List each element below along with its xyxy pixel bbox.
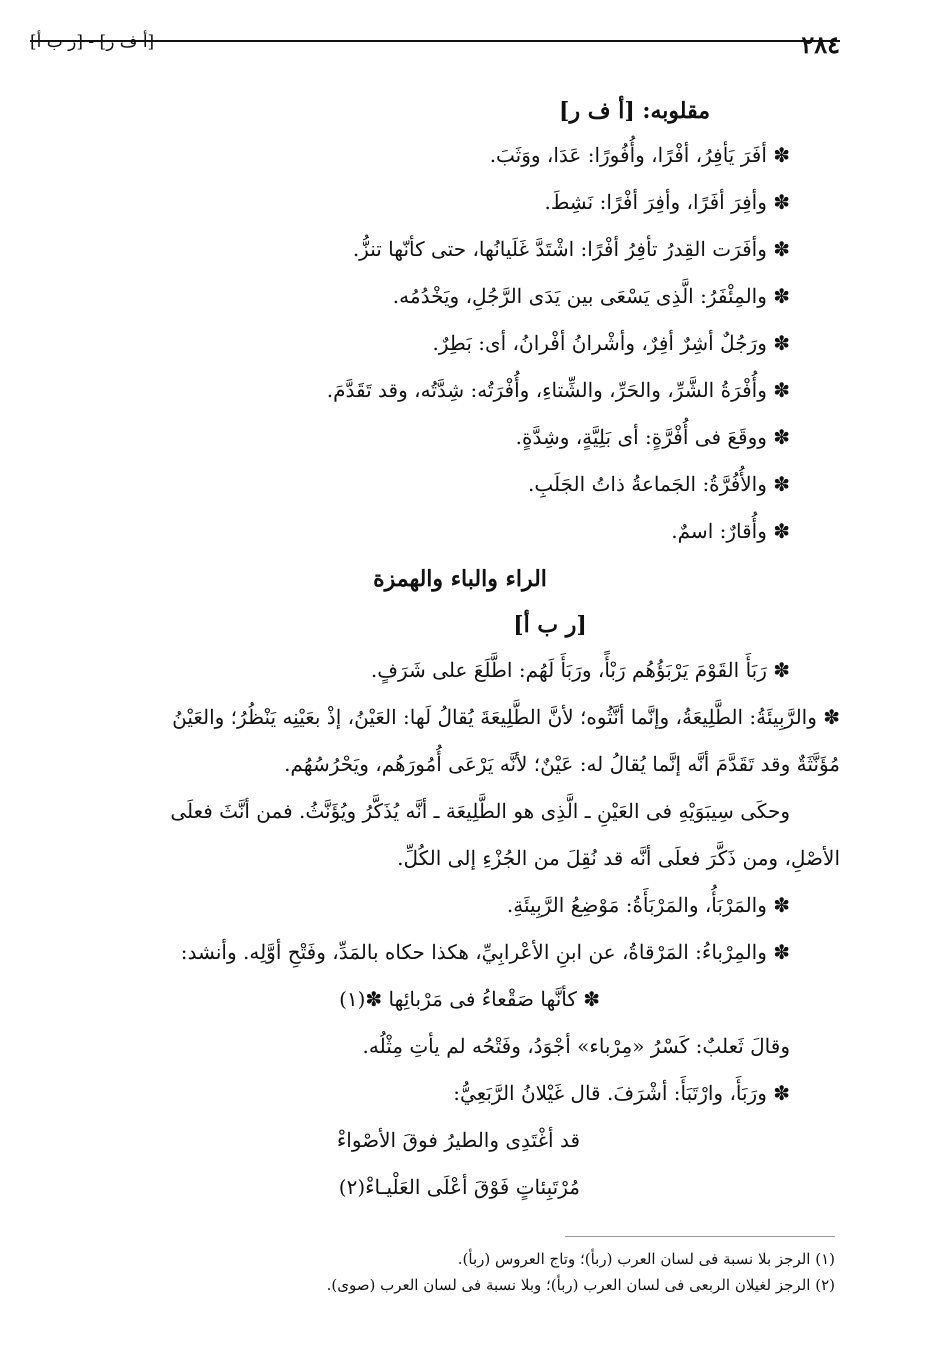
text-line: ✽ والمِرْباءُ: المَرْقاةُ، عن ابنِ الأعْرابِيِّ، هكذا حكاه بالمَدِّ، وفَتْحِ أوَّلِه. وأنشد: [180,940,790,964]
footnote-rule [565,1236,835,1237]
entry-line: ✽ والمِئْفَرُ: الَّذِى يَسْعَى بين يَدَى الرَّجُلِ، ويَخْدُمُه. [392,284,790,308]
text-line: الأصْلِ، ومن ذَكَّرَ فعلَى أنَّه قد نُقِلَ من الجُزْءِ إلى الكُلِّ. [397,846,840,870]
running-head: [أ ف ر] - [ر ب أ] [30,32,155,52]
entry-line: ✽ أفَرَ يَأفِرُ، أفْرًا، وأُفُورًا: عَدَا، ووَثَبَ. [489,143,790,167]
entry-line: ✽ ووقَعَ فى أُفْرَّةٍ: أى بَلِيَّةٍ، وشِدَّةٍ. [515,425,790,449]
text-line: ✽ والمَرْبَأُ، والمَرْبَأَةُ: مَوْضِعُ الرَّبِيئَةِ. [506,893,790,917]
footnote-2: (٢) الرجز لغيلان الربعى فى لسان العرب (ربأ)؛ وبلا نسبة فى لسان العرب (صوى). [326,1276,835,1294]
verse-line: مُرْتَبِئاتٍ فَوْقَ أعْلَى العَلْيـاءْ(٢) [338,1175,580,1199]
text-line: وحكَى سِيبَوَيْهِ فى العَيْنِ ـ الَّذِى هو الطَّلِيعَة ـ أنَّه يُذَكَّرُ ويُؤَنَّثُ. فمن أنَّثَ فعلَى [170,799,790,823]
verse-line: قد أغْتَدِى والطيرُ فوقَ الأصْواءْ [336,1128,580,1152]
text-line: وقالَ ثَعلبٌ: كَسْرُ «مِرْباء» أجْوَدُ، وفَتْحُه لم يأتِ مِثْلُه. [362,1034,790,1058]
main-text [40,90,840,1211]
page-header [30,30,840,70]
entry-line: ✽ وأفِرَ أفَرًا، وأفِرَ أفْرًا: نَشِطَ. [544,190,790,214]
subsection-title: [ر ب أ] [513,612,587,638]
entry-line: ✽ وأفَرَت القِدرُ تأفِرُ أفْرًا: اشْتَدَّ غَلَيانُها، حتى كأنّها تنزُّ. [352,237,790,261]
footnotes [120,1246,835,1298]
text-line: ✽ والرَّبِيئَةُ: الطَّلِيعَةُ، وإنَّما أنَّثُوه؛ لأنَّ الطَّلِيعَةَ يُقالُ لَها: العَيْنُ، إذْ بعَيْنِه يَنْظُرُ؛ والعَيْنُ [172,705,840,729]
text-line: مُؤَنَّثَةٌ وقد تَقَدَّمَ أنَّه إنَّما يُقالُ له: عَيْنٌ؛ لأنَّه يَرْعَى أُمُورَهُم، ويَحْرُسُهُم. [284,752,840,776]
footnote-1: (١) الرجز بلا نسبة فى لسان العرب (ربأ)؛ وتاج العروس (ربأ). [457,1250,835,1268]
section2-title: الراء والباء والهمزة [373,566,547,592]
text-line: ✽ ورَبَأَ، وارْتَبَأَ: أشْرَفَ. قال غَيْلانُ الرَّبَعِيُّ: [453,1081,790,1105]
page-number: ٢٨٤ [801,30,840,59]
entry-line: ✽ وأُقارٌ: اسمٌ. [671,519,790,543]
entry-line: ✽ ورَجُلٌ أشِرٌ أفِرٌ، وأشْرانُ أفْرانُ، أى: بَطِرٌ. [432,331,790,355]
verse-line: ✽ كأنَّها صَقْعاءُ فى مَرْبائِها ✽(١) [339,987,600,1011]
header-rule [30,40,840,42]
section-title: مقلوبه: [أ ف ر] [559,98,710,124]
entry-line: ✽ وأُفْرَةُ الشَّرِّ، والحَرِّ، والشِّتاءِ، وأُفْرَتُه: شِدَّتُه، وقد تَقَدَّمَ. [326,378,790,402]
text-line: ✽ رَبَأَ القَوْمَ يَرْبَؤُهُم رَبْأً، ورَبَأَ لَهُم: اطَّلَعَ على شَرَفٍ. [370,658,790,682]
entry-line: ✽ والأُفُرَّةُ: الجَماعةُ ذاتُ الجَلَبِ. [528,472,790,496]
